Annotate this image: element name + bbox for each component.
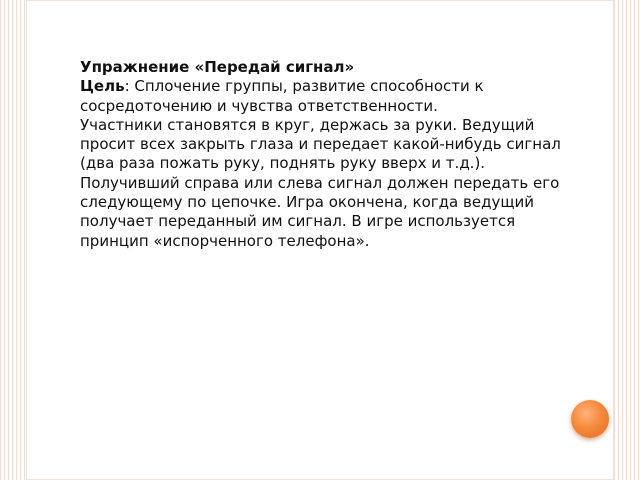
right-decorative-stripes [614,0,640,480]
goal-label: Цель [80,77,125,96]
slide-content [80,58,565,251]
goal-paragraph [80,77,565,116]
orange-circle-icon [571,400,609,438]
goal-text: : Сплочение группы, развитие способности к сосредоточению и чувства ответственности. [80,77,484,115]
exercise-description: Участники становятся в круг, держась за руки. Ведущий просит всех закрыть глаза и передает какой-нибудь сигнал (два раза пожать руку, поднять руку вверх и т.д.). Получивший справа или слева сигнал должен передать его следующему по цепочке. Игра окончена, когда ведущий получает переданный им сигнал. В игре используется принцип «испорченного телефона». [80,115,561,250]
left-decorative-stripes [0,0,26,480]
slide-title: Упражнение «Передай сигнал» [80,58,355,76]
